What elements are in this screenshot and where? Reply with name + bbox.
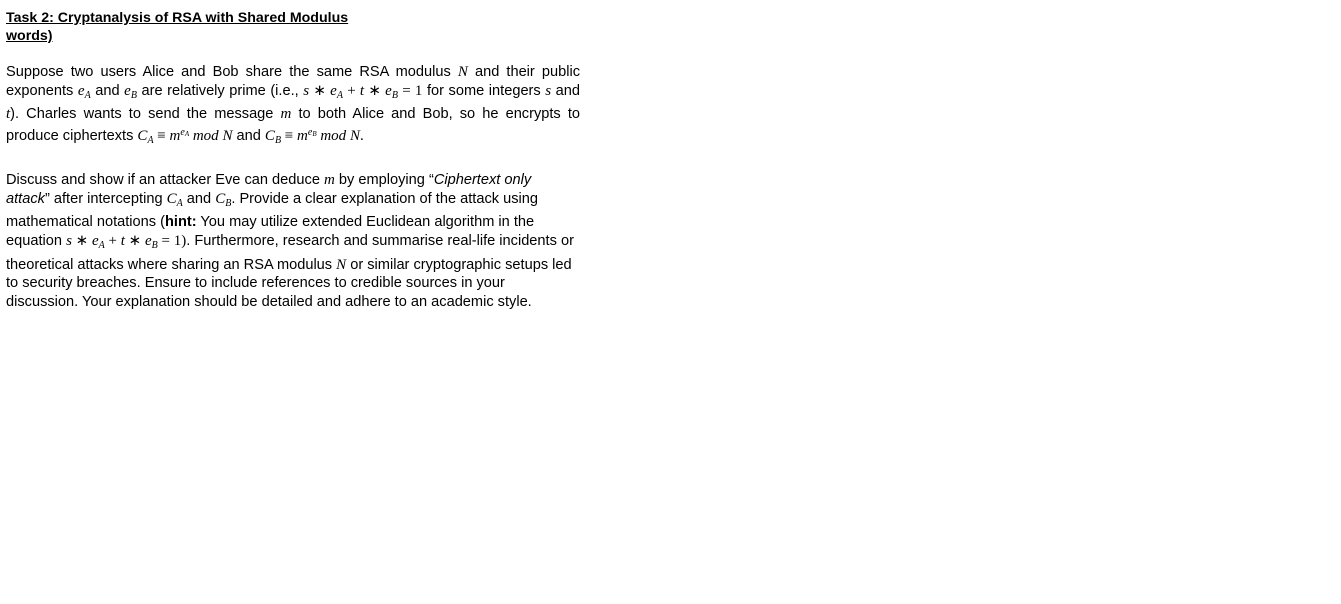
mod-word: mod	[316, 128, 350, 145]
integer-t-symbol: t	[120, 232, 125, 249]
modulus-symbol: N	[349, 128, 360, 145]
subscript-a: A	[176, 197, 183, 209]
subscript-b: B	[130, 89, 137, 101]
mod-word: mod	[189, 128, 223, 145]
operator-star: ∗	[71, 232, 92, 249]
ciphertext-c-symbol: C	[137, 128, 148, 145]
operator-equiv: ≡	[153, 128, 170, 145]
sup-sub-a: A	[184, 130, 190, 139]
operator-plus: +	[104, 232, 121, 249]
subscript-a: A	[84, 89, 91, 101]
exponent-e-symbol: e	[385, 82, 392, 99]
operator-star: ∗	[364, 82, 386, 99]
integer-s-symbol: s	[66, 232, 72, 249]
message-m-symbol: m	[169, 128, 181, 145]
p2-text-3: ” after intercepting	[44, 190, 167, 207]
ciphertext-only-attack-term: Ciphertext only attack	[6, 171, 532, 207]
operator-star: ∗	[124, 232, 145, 249]
modulus-symbol: N	[457, 64, 468, 80]
message-m-symbol: m	[280, 106, 292, 123]
message-m-symbol: m	[297, 128, 308, 145]
subscript-b: B	[274, 135, 282, 147]
exponent-e-symbol: e	[144, 232, 152, 249]
task-document	[6, 9, 586, 312]
subscript-a: A	[147, 135, 154, 147]
subscript-a: A	[336, 89, 343, 101]
integer-t-symbol: t	[6, 106, 11, 123]
integer-s-symbol: s	[545, 82, 552, 99]
task-title-line-1: Task 2: Cryptanalysis of RSA with Shared Modulus	[6, 10, 349, 26]
p2-text-4: . Provide a clear explanation of the attack using mathematical notations (	[6, 190, 538, 231]
p1-text-1: Suppose two users Alice and Bob share the same RSA modulus	[6, 64, 458, 80]
message-m-symbol: m	[324, 171, 335, 188]
operator-plus: +	[342, 82, 360, 99]
p1-text-3: are relatively prime (i.e.,	[136, 82, 304, 99]
p2-text-7: or similar cryptographic setups led to security breaches. Ensure to include references to credible sources in your discussion. Your explanation should be detailed and adhere to an academic style.	[6, 256, 572, 311]
subscript-b: B	[151, 239, 158, 251]
superscript-e-a	[180, 127, 189, 138]
ciphertext-c-symbol: C	[215, 190, 226, 207]
subscript-b: B	[391, 89, 398, 101]
p1-text-4: for some integers	[422, 82, 546, 99]
exponent-e-symbol: e	[91, 232, 99, 249]
p2-text-1: Discuss and show if an attacker Eve can deduce	[6, 171, 324, 188]
ciphertext-c-symbol: C	[166, 190, 177, 207]
p2-text-5: You may utilize extended Euclidean algorithm in the equation	[6, 214, 535, 249]
sup-e: e	[307, 127, 313, 139]
operator-equiv: ≡	[281, 128, 298, 145]
p1-and-3: and	[232, 128, 265, 145]
subscript-a: A	[98, 239, 105, 251]
exponent-e-symbol: e	[330, 82, 337, 99]
hint-label: hint:	[165, 214, 197, 231]
period: .	[359, 128, 364, 145]
modulus-symbol: N	[336, 256, 347, 273]
sup-e: e	[180, 127, 185, 139]
problem-statement-paragraph	[6, 63, 580, 151]
p1-and: and	[90, 82, 125, 99]
p1-text-2: and their public exponents	[6, 64, 580, 99]
ciphertext-c-symbol: C	[264, 128, 275, 145]
p1-text-5: ). Charles wants to send the message	[10, 106, 281, 123]
sup-sub-b: B	[312, 130, 317, 139]
exponent-e-symbol: e	[124, 82, 131, 99]
p1-text-6: to both Alice and Bob, so he encrypts to produce ciphertexts	[6, 106, 580, 145]
superscript-e-b	[308, 127, 317, 138]
equals-one: = 1	[397, 82, 423, 99]
discussion-paragraph	[6, 171, 578, 312]
p2-text-2: by employing “	[334, 171, 434, 188]
p2-text-6: . Furthermore, research and summarise real-life incidents or theoretical attacks where sharing an RSA modulus	[6, 232, 574, 273]
exponent-e-symbol: e	[77, 82, 85, 99]
p2-and: and	[182, 190, 216, 207]
p1-and-2: and	[551, 82, 581, 99]
modulus-symbol: N	[222, 128, 233, 145]
equals-one-paren: = 1)	[157, 232, 187, 249]
operator-star: ∗	[309, 82, 331, 99]
integer-t-symbol: t	[359, 82, 365, 99]
subscript-b: B	[225, 197, 232, 209]
task-title-line-2: words)	[6, 28, 53, 44]
integer-s-symbol: s	[303, 82, 310, 99]
task-title	[6, 9, 406, 45]
